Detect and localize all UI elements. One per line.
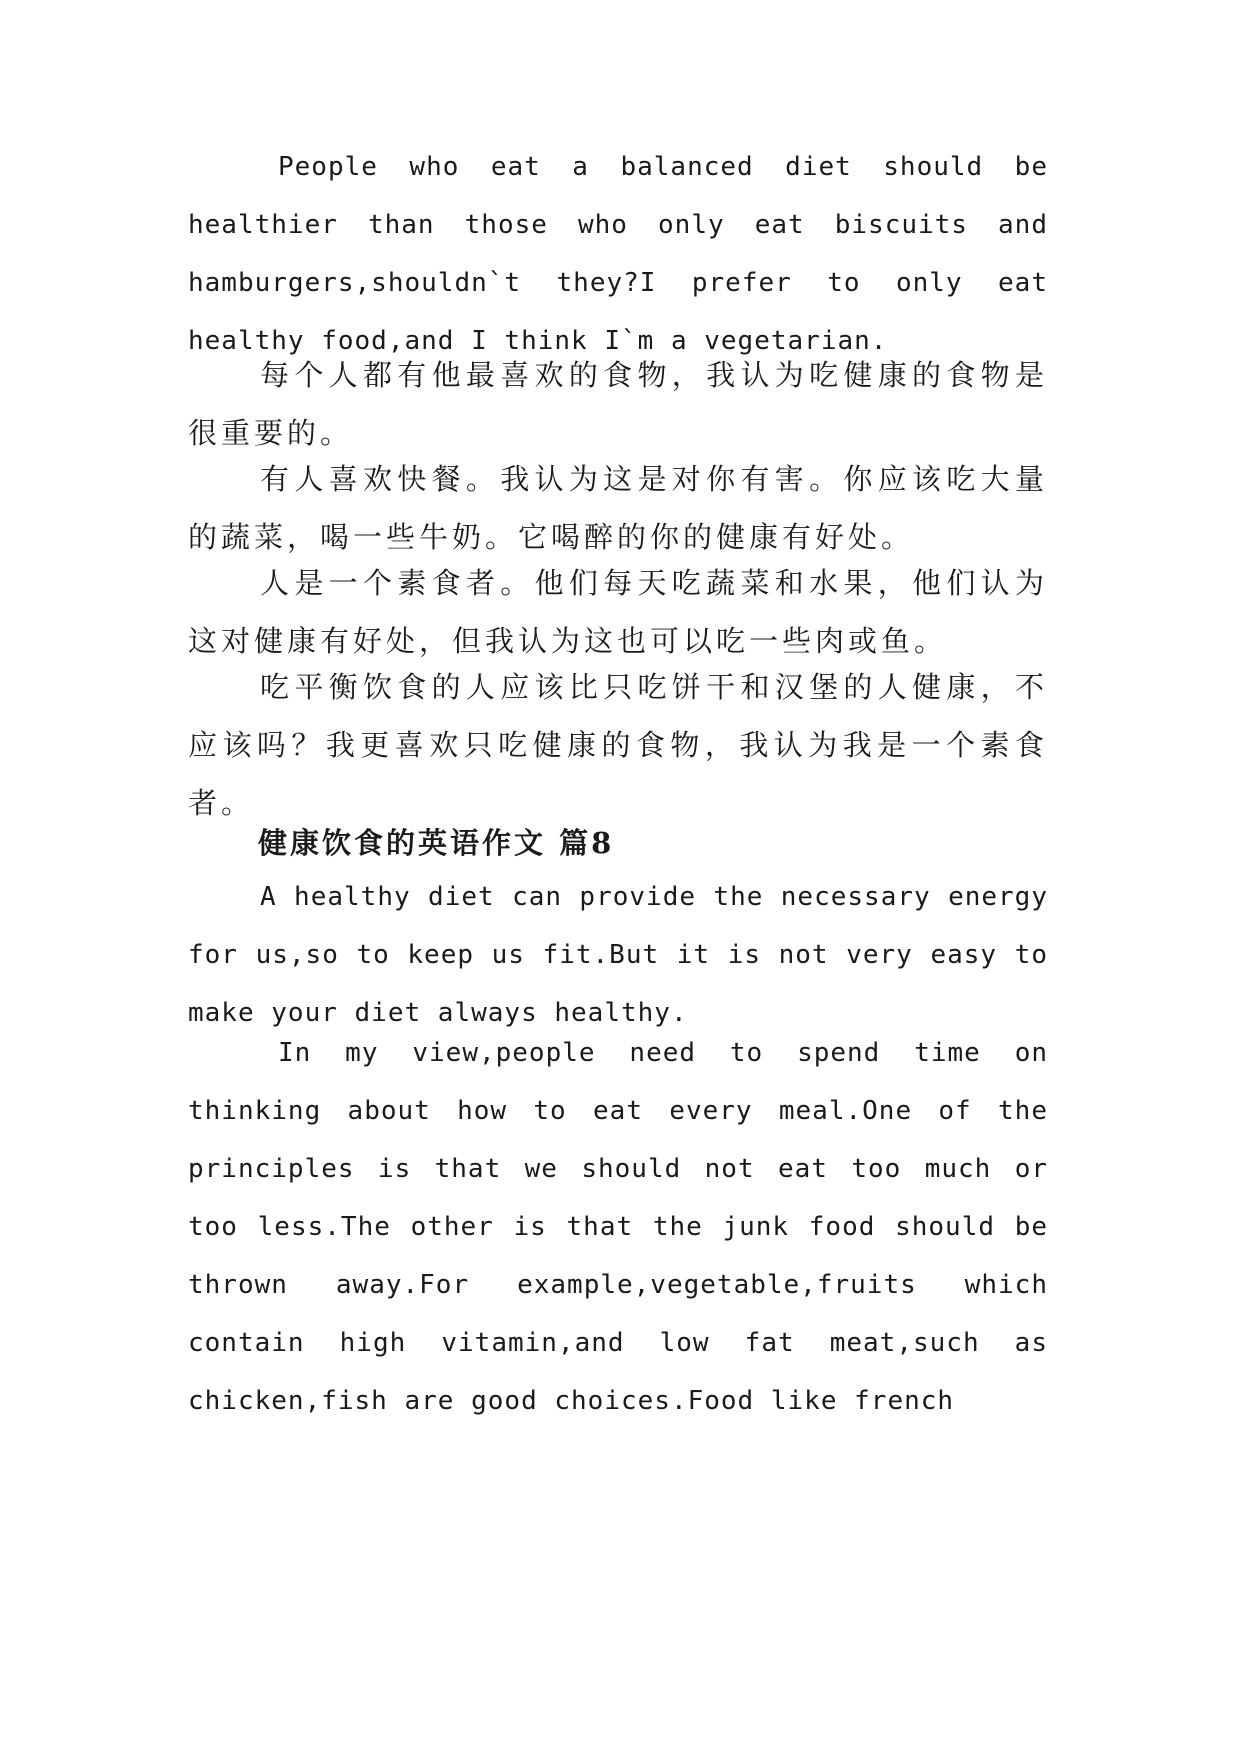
- paragraph-zh-vegetarian: 人是一个素食者。他们每天吃蔬菜和水果，他们认为这对健康有好处，但我认为这也可以吃一些肉或鱼。: [188, 566, 1048, 658]
- paragraph-en-balanced-diet: People who eat a balanced diet should be healthier than those who only eat biscuits and hamburgers,shouldn`t they?I prefer to only eat healthy food,and I think I`m a vegetarian.: [188, 152, 1048, 356]
- paragraph-zh-fast-food: 有人喜欢快餐。我认为这是对你有害。你应该吃大量的蔬菜，喝一些牛奶。它喝醉的你的健康有好处。: [188, 462, 1048, 554]
- paragraph-zh-favorite-food: 每个人都有他最喜欢的食物，我认为吃健康的食物是很重要的。: [188, 358, 1048, 450]
- paragraph-en-healthy-diet-energy: A healthy diet can provide the necessary energy for us,so to keep us fit.But it is not very easy to make your diet always healthy.: [188, 882, 1048, 1028]
- paragraph-zh-balanced-diet: 吃平衡饮食的人应该比只吃饼干和汉堡的人健康，不应该吗？我更喜欢只吃健康的食物，我认为我是一个素食者。: [188, 670, 1048, 820]
- paragraph-en-my-view: In my view,people need to spend time on thinking about how to eat every meal.One of the principles is that we should not eat too much or too less.The other is that the junk food should be thrown away.For example,vegetable,fruits which contain high vitamin,and low fat meat,such as chicken,fish are good choices.Food like french: [188, 1038, 1048, 1416]
- section-heading: 健康饮食的英语作文 篇8: [258, 826, 615, 860]
